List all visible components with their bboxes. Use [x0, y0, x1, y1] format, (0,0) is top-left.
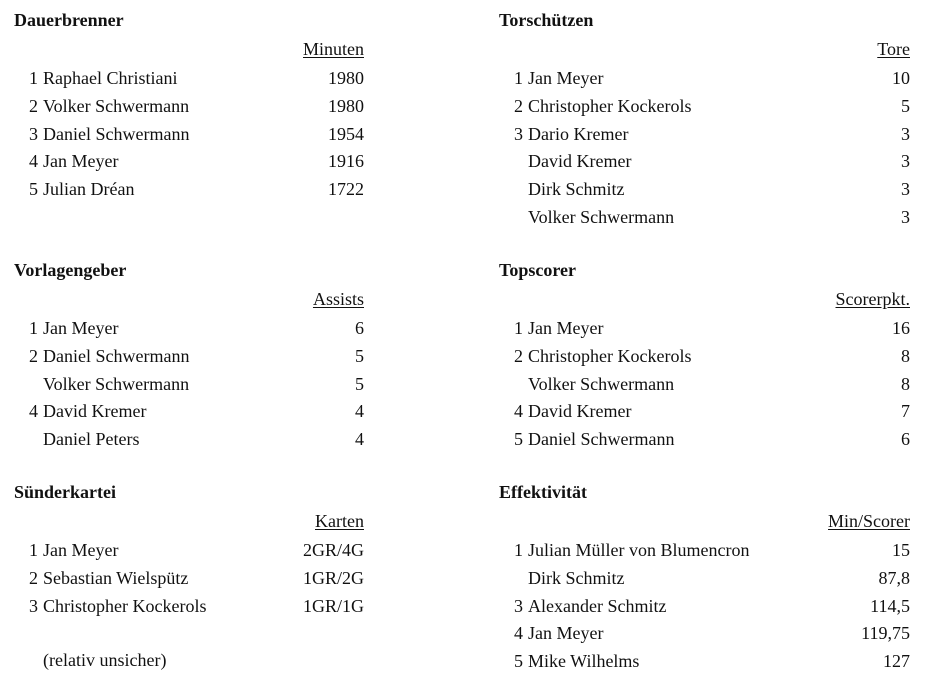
- stat-value: 3: [901, 123, 910, 144]
- section-vorlagengeber: [14, 260, 364, 454]
- ranking-row: [499, 398, 910, 426]
- player-name: Christopher Kockerols: [528, 95, 692, 116]
- note-relativ-unsicher: (relativ unsicher): [43, 650, 167, 670]
- player-entry: [14, 65, 177, 93]
- player-entry: [14, 121, 189, 149]
- player-name: Sebastian Wielspütz: [43, 567, 189, 588]
- ranking-row: [499, 204, 910, 232]
- player-entry: [499, 565, 625, 593]
- ranking-row: [499, 648, 910, 676]
- player-entry: [499, 121, 628, 149]
- player-entry: [14, 343, 189, 371]
- stat-value: 16: [892, 318, 910, 338]
- ranking-row: [14, 593, 364, 621]
- player-name: Jan Meyer: [43, 540, 119, 560]
- player-name: Jan Meyer: [43, 318, 119, 338]
- player-entry: [499, 204, 674, 232]
- ranking-row: [499, 593, 910, 621]
- section-title: Sünderkartei: [14, 482, 117, 502]
- player-entry: [499, 148, 631, 176]
- player-entry: [499, 315, 603, 343]
- ranking-row: [14, 315, 364, 343]
- ranking-row: [499, 93, 910, 121]
- stat-value: 3: [901, 206, 910, 227]
- stat-value: 6: [901, 429, 910, 450]
- rank-number: 4: [514, 623, 523, 644]
- section-effektivitaet: [499, 482, 910, 676]
- player-entry: [499, 371, 674, 399]
- rank-number: 3: [514, 595, 523, 616]
- player-name: Dirk Schmitz: [528, 179, 625, 200]
- rank-number: 5: [514, 651, 523, 672]
- rank-number: 2: [29, 95, 38, 116]
- rank-number: 5: [514, 429, 523, 450]
- ranking-row: [14, 426, 364, 454]
- player-name: David Kremer: [528, 401, 632, 422]
- player-name: Christopher Kockerols: [528, 345, 692, 366]
- ranking-row: [499, 565, 910, 593]
- column-header: [499, 39, 910, 59]
- ranking-row: [14, 148, 364, 176]
- player-name: Volker Schwermann: [528, 373, 675, 394]
- player-entry: [499, 426, 674, 454]
- stat-value: 7: [901, 401, 910, 422]
- stat-value: 3: [901, 179, 910, 200]
- player-name: Daniel Schwermann: [528, 429, 675, 450]
- stat-value: 10: [892, 68, 910, 88]
- rank-number: 1: [514, 68, 523, 88]
- player-name: Volker Schwermann: [43, 373, 190, 394]
- stat-value: 127: [883, 651, 910, 672]
- rank-number: 4: [29, 151, 38, 172]
- ranking-row: [499, 537, 910, 565]
- player-name: Volker Schwermann: [43, 95, 190, 116]
- column-header-label: Tore: [877, 39, 910, 59]
- section-title: Torschützen: [499, 10, 594, 30]
- stat-value: 15: [892, 540, 910, 560]
- stat-value: 4: [355, 401, 364, 422]
- stat-value: 5: [355, 373, 364, 394]
- player-entry: [499, 648, 639, 676]
- player-name: Jan Meyer: [528, 68, 604, 88]
- rank-number: 3: [29, 595, 38, 616]
- stat-value: 5: [901, 95, 910, 116]
- rank-number: 3: [29, 123, 38, 144]
- section-torschuetzen: [499, 10, 910, 232]
- stat-value: 8: [901, 345, 910, 366]
- section-title: Dauerbrenner: [14, 10, 124, 30]
- player-entry: [14, 593, 206, 621]
- ranking-row: [14, 93, 364, 121]
- ranking-row: [499, 315, 910, 343]
- rank-number: 2: [29, 567, 38, 588]
- section-dauerbrenner: [14, 10, 364, 204]
- column-header-label: Minuten: [303, 39, 364, 59]
- player-entry: [499, 65, 603, 93]
- rank-number: 2: [514, 95, 523, 116]
- rank-number: 4: [514, 401, 523, 422]
- ranking-list: [499, 315, 910, 454]
- ranking-row: [14, 176, 364, 204]
- column-header: [14, 289, 364, 309]
- column-header-label: Scorerpkt.: [835, 289, 910, 309]
- ranking-row: [499, 620, 910, 648]
- rank-number: 4: [29, 401, 38, 422]
- player-entry: [14, 371, 189, 399]
- ranking-row: [14, 371, 364, 399]
- stat-value: 5: [355, 345, 364, 366]
- ranking-row: [499, 121, 910, 149]
- stat-value: 1916: [328, 151, 364, 172]
- column-header: [499, 511, 910, 531]
- section-title: Topscorer: [499, 260, 577, 280]
- player-entry: [499, 537, 749, 565]
- player-entry: [499, 593, 666, 621]
- player-name: Volker Schwermann: [528, 206, 675, 227]
- stat-value: 114,5: [870, 595, 910, 616]
- player-name: Christopher Kockerols: [43, 595, 207, 616]
- rank-number: 1: [29, 318, 38, 338]
- player-name: Mike Wilhelms: [528, 651, 640, 672]
- rank-number: 1: [29, 540, 38, 560]
- column-header: [14, 511, 364, 531]
- column-header-label: Assists: [312, 289, 364, 309]
- rank-number: 1: [29, 68, 38, 88]
- column-header-label: Min/Scorer: [828, 511, 910, 531]
- ranking-list: [499, 537, 910, 676]
- column-header-label: Karten: [315, 511, 364, 531]
- ranking-row: [499, 148, 910, 176]
- rank-number: 5: [29, 179, 38, 200]
- ranking-row: [14, 537, 364, 565]
- ranking-row: [499, 65, 910, 93]
- column-header: [14, 39, 364, 59]
- player-name: Dario Kremer: [528, 123, 629, 144]
- player-entry: [14, 565, 188, 593]
- stat-value: 8: [901, 373, 910, 394]
- ranking-row: [499, 371, 910, 399]
- player-name: David Kremer: [528, 151, 632, 172]
- player-entry: [14, 93, 189, 121]
- column-header: [499, 289, 910, 309]
- rank-number: 1: [514, 540, 523, 560]
- player-entry: [14, 398, 146, 426]
- ranking-row: [14, 343, 364, 371]
- ranking-row: [14, 121, 364, 149]
- player-name: Jan Meyer: [43, 151, 119, 172]
- player-entry: [14, 426, 139, 454]
- player-name: Dirk Schmitz: [528, 567, 625, 588]
- ranking-row: [499, 176, 910, 204]
- player-entry: [14, 537, 118, 565]
- stat-value: 3: [901, 151, 910, 172]
- stat-value: 1GR/2G: [302, 567, 364, 588]
- player-name: Jan Meyer: [528, 623, 604, 644]
- section-title: Vorlagengeber: [14, 260, 127, 280]
- stat-value: 1GR/1G: [302, 595, 364, 616]
- stat-value: 1980: [328, 68, 364, 88]
- rank-number: 2: [29, 345, 38, 366]
- section-topscorer: [499, 260, 910, 454]
- ranking-row: [499, 343, 910, 371]
- ranking-row: [499, 426, 910, 454]
- player-name: Raphael Christiani: [43, 68, 178, 88]
- rank-number: 2: [514, 345, 523, 366]
- ranking-row: [14, 65, 364, 93]
- stat-value: 119,75: [861, 623, 910, 644]
- player-entry: [499, 398, 631, 426]
- stat-value: 1954: [328, 123, 364, 144]
- stat-value: 1980: [328, 95, 364, 116]
- ranking-list: [14, 537, 364, 620]
- section-title: Effektivität: [499, 482, 587, 502]
- player-entry: [499, 620, 603, 648]
- player-entry: [14, 176, 134, 204]
- ranking-list: [14, 65, 364, 204]
- ranking-list: [499, 65, 910, 232]
- player-name: Daniel Schwermann: [43, 345, 190, 366]
- player-entry: [14, 315, 118, 343]
- player-name: Daniel Peters: [43, 429, 140, 450]
- player-name: Julian Dréan: [43, 179, 135, 200]
- stat-value: 1722: [328, 179, 364, 200]
- rank-number: 3: [514, 123, 523, 144]
- ranking-row: [14, 398, 364, 426]
- player-entry: [499, 343, 691, 371]
- player-entry: [499, 176, 625, 204]
- player-name: Daniel Schwermann: [43, 123, 190, 144]
- player-name: Jan Meyer: [528, 318, 604, 338]
- stat-value: 2GR/4G: [302, 540, 364, 560]
- ranking-list: [14, 315, 364, 454]
- stat-value: 87,8: [878, 567, 910, 588]
- player-entry: [14, 148, 118, 176]
- player-name: Alexander Schmitz: [528, 595, 667, 616]
- ranking-row: [14, 565, 364, 593]
- section-suenderkartei: [14, 482, 364, 620]
- stat-value: 6: [355, 318, 364, 338]
- stat-value: 4: [355, 429, 364, 450]
- player-name: Julian Müller von Blumencron: [528, 540, 750, 560]
- rank-number: 1: [514, 318, 523, 338]
- player-entry: [499, 93, 691, 121]
- player-name: David Kremer: [43, 401, 147, 422]
